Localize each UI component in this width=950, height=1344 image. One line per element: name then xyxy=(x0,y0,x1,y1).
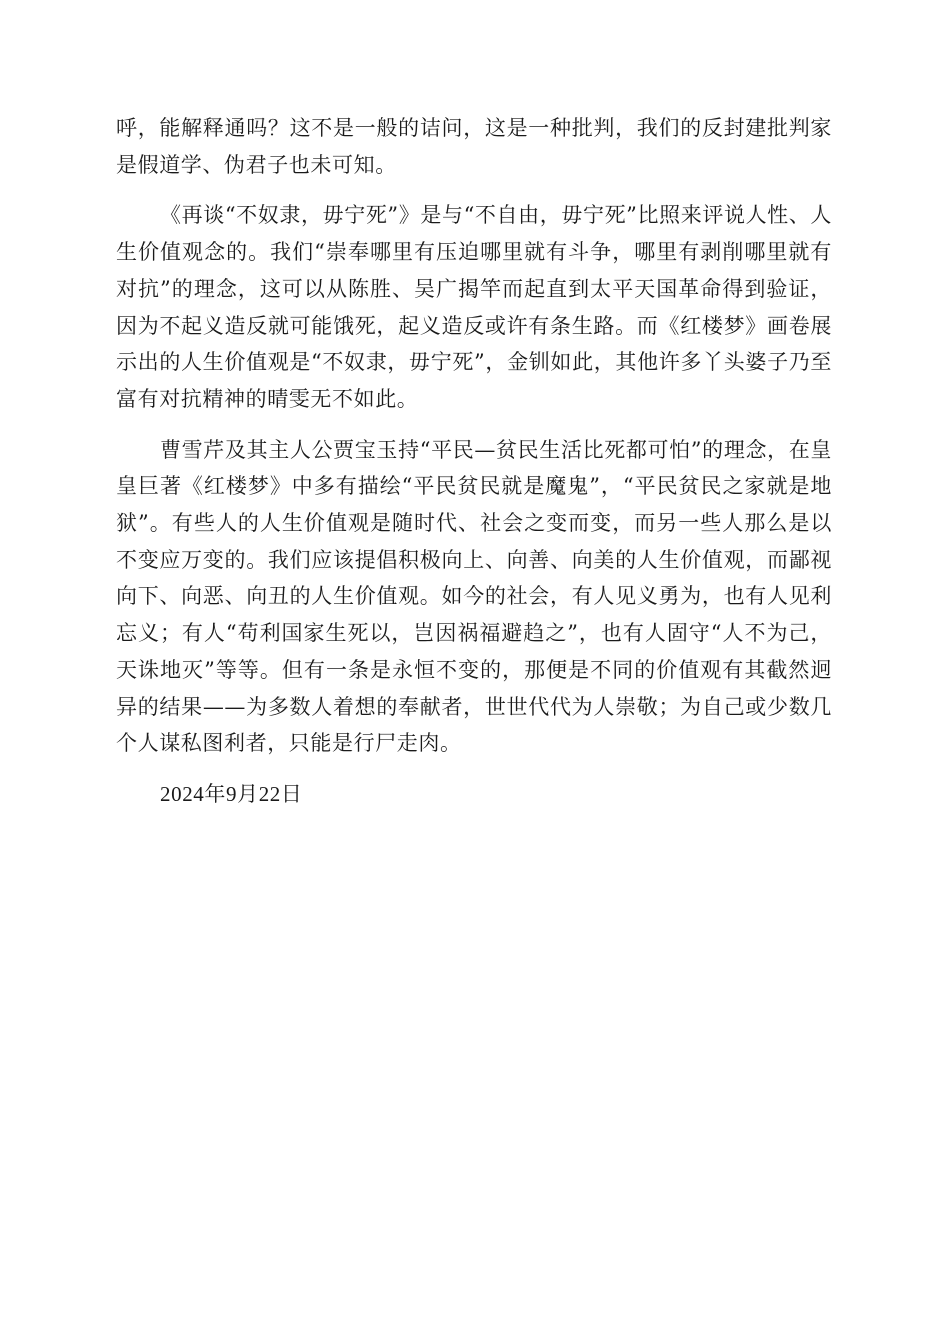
paragraph: 《再谈“不奴隶，毋宁死”》是与“不自由，毋宁死”比照来评说人性、人生价值观念的。我们“崇奉哪里有压迫哪里就有斗争，哪里有剥削哪里就有对抗”的理念，这可以从陈胜、吴广揭竿而起直到太平天国革命得到验证，因为不起义造反就可能饿死，起义造反或许有条生路。而《红楼梦》画卷展示出的人生价值观是“不奴隶，毋宁死”，金钏如此，其他许多丫头婆子乃至富有对抗精神的晴雯无不如此。 xyxy=(116,203,832,411)
document-body xyxy=(116,110,832,813)
paragraph: 曹雪芹及其主人公贾宝玉持“平民—贫民生活比死都可怕”的理念，在皇皇巨著《红楼梦》中多有描绘“平民贫民就是魔鬼”，“平民贫民之家就是地狱”。有些人的人生价值观是随时代、社会之变而变，而另一些人那么是以不变应万变的。我们应该提倡积极向上、向善、向美的人生价值观，而鄙视向下、向恶、向丑的人生价值观。如今的社会，有人见义勇为，也有人见利忘义；有人“苟利国家生死以，岂因祸福避趋之”，也有人固守“人不为己，天诛地灭”等等。但有一条是永恒不变的，那便是不同的价值观有其截然迥异的结果——为多数人着想的奉献者，世世代代为人崇敬；为自己或少数几个人谋私图利者，只能是行尸走肉。 xyxy=(116,437,832,756)
document-date: 2024年9月22日 xyxy=(160,781,303,806)
paragraph-continuation: 呼，能解释通吗？这不是一般的诘问，这是一种批判，我们的反封建批判家是假道学、伪君子也未可知。 xyxy=(116,116,832,177)
